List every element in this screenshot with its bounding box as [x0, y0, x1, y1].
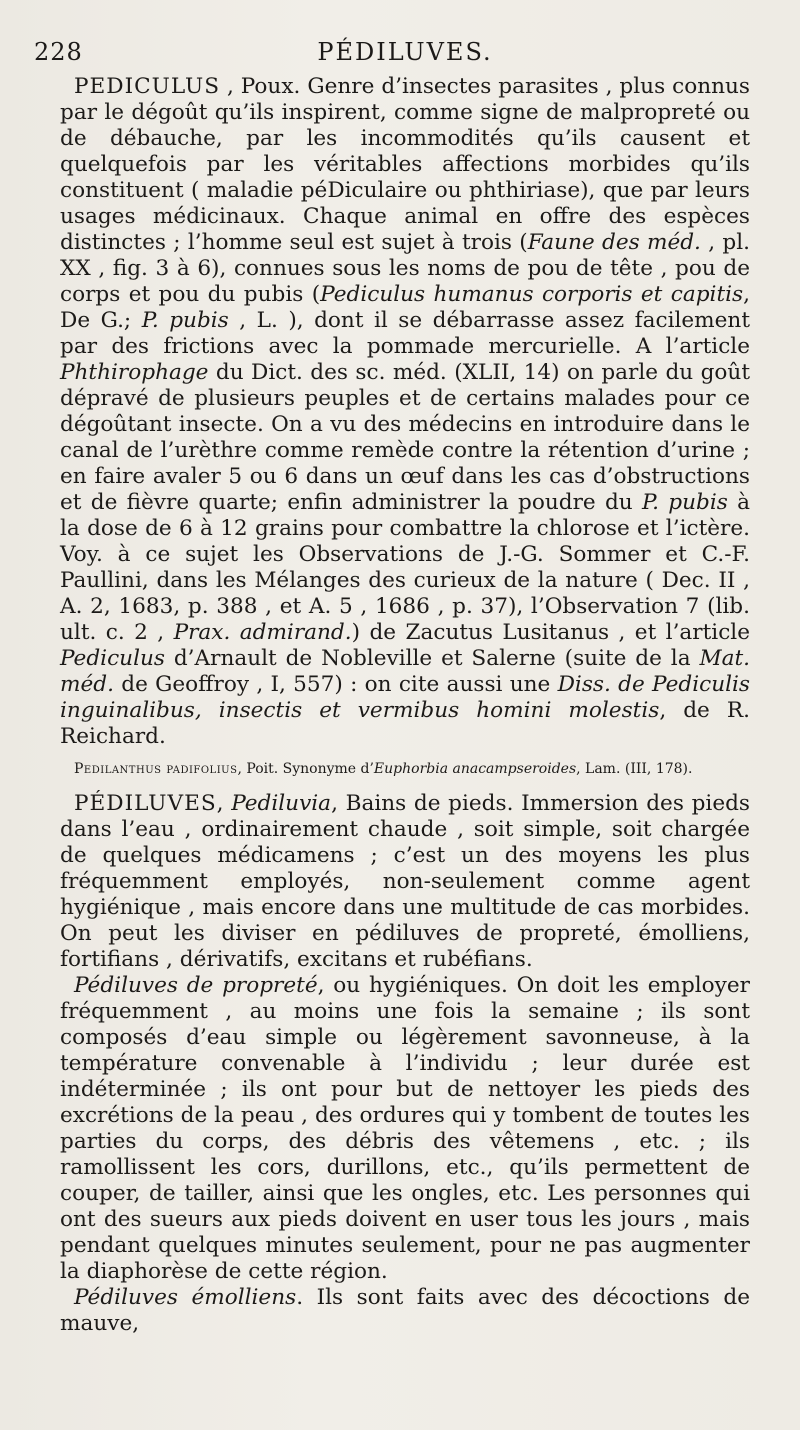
- italic-reference: Prax. admirand.: [173, 620, 352, 645]
- italic-species-name: Euphorbia anacampseroides: [373, 761, 577, 777]
- note-pedilanthus: [60, 758, 750, 781]
- entry-text: de Geoffroy , I, 557) : on cite aussi une: [113, 672, 558, 697]
- entry-term: PÉDILUVES: [74, 791, 217, 816]
- italic-reference: Faune des méd.: [527, 230, 701, 255]
- entry-text: , L. ), dont il se débarrasse assez facilement par des frictions avec la pommade mercurielle. A l’article: [60, 308, 750, 359]
- italic-subheading: Pédiluves de propreté: [74, 973, 318, 998]
- entry-text: ,: [216, 791, 232, 816]
- page-header: [34, 34, 750, 74]
- italic-species-name: P. pubis: [141, 308, 229, 333]
- note-text: , Lam. (III, 178).: [576, 761, 693, 777]
- entry-text: , Poux. Genre d’insectes parasites , plus connus par le dégoût qu’ils inspirent, comme signe de malpropreté ou de débauche, par les incommodités qu’ils causent et quelquefois par les véritables affections morbides qu’ils constituent ( maladie péDiculaire ou phthiriase), que par leurs usages médicinaux. Chaque animal en offre des espèces distinctes ; l’homme seul est sujet à trois (: [60, 74, 750, 255]
- italic-latin-name: Pediluvia: [231, 791, 332, 816]
- paragraph-pediluves-proprete: [60, 973, 750, 1285]
- entry-text: à la dose de 6 à 12 grains pour combattre la chlorose et l’ictère. Voy. à ce sujet les Observations de J.-G. Sommer et C.-F. Paullini, dans les Mélanges des curieux de la nature ( Dec. II , A. 2, 1683, p. 388 , et A. 5 , 1686 , p. 37), l’Observation 7 (lib. ult. c. 2 ,: [60, 490, 751, 645]
- entry-text: , de R. Reichard.: [60, 698, 750, 749]
- italic-reference: Diss. de Pediculis inguinalibus, insectis et vermibus homini molestis: [60, 672, 750, 723]
- italic-reference: Mat. méd.: [60, 646, 750, 697]
- entry-text: , Bains de pieds. Immersion des pieds dans l’eau , ordinairement chaude , soit simple, soit chargée de quelques médicamens ; c’est un des moyens les plus fréquemment employés, non-seulement comme agent hygiénique , mais encore dans une multitude de cas morbides. On peut les diviser en pédiluves de propreté, émolliens, fortifians , dérivatifs, excitans et rubéfians.: [60, 791, 750, 972]
- italic-species-name: P. pubis: [642, 490, 728, 515]
- entry-pediculus: [60, 74, 750, 750]
- entry-term: PEDICULUS: [74, 74, 221, 99]
- paragraph-text: . Ils sont faits avec des décoctions de mauve,: [60, 1285, 750, 1336]
- entry-text: , pl. XX , fig. 3 à 6), connues sous les noms de pou de tête , pou de corps et pou du pubis (: [60, 230, 751, 307]
- entry-text: , De G.;: [60, 282, 750, 333]
- paragraph-text: , ou hygiéniques. On doit les employer fréquemment , au moins une fois la semaine ; ils sont composés d’eau simple ou légèrement savonneuse, à la température convenable à l’individu ; leur durée est indéterminée ; ils ont pour but de nettoyer les pieds des excrétions de la peau , des ordures qui y tombent de toutes les parties du corps, des débris des vêtemens , etc. ; ils ramollissent les cors, durillons, etc., qu’ils permettent de couper, de tailler, ainsi que les ongles, etc. Les personnes qui ont des sueurs aux pieds doivent en user tous les jours , mais pendant quelques minutes seulement, pour ne pas augmenter la diaphorèse de cette région.: [60, 973, 750, 1284]
- running-head: PÉDILUVES.: [317, 38, 493, 66]
- entry-text: d’Arnault de Nobleville et Salerne (suite de la: [164, 646, 700, 671]
- paragraph-pediluves-emolliens: [60, 1285, 750, 1337]
- entry-text: ) de Zacutus Lusitanus , et l’article: [351, 620, 750, 645]
- note-term: Pedilanthus padifolius: [74, 761, 238, 777]
- entry-pediluves: [60, 791, 750, 973]
- italic-species-name: Pediculus humanus corporis et capitis: [320, 282, 744, 307]
- italic-reference: Phthirophage: [60, 360, 209, 385]
- note-text: , Poit. Synonyme d’: [237, 761, 374, 777]
- page-number: 228: [34, 38, 83, 66]
- italic-reference: Pediculus: [60, 646, 165, 671]
- entry-text: du Dict. des sc. méd. (XLII, 14) on parle du goût dépravé de plusieurs peuples et de certains malades pour ce dégoûtant insecte. On a vu des médecins en introduire dans le canal de l’urèthre comme remède contre la rétention d’urine ; en faire avaler 5 ou 6 dans un œuf dans les cas d’obstructions et de fièvre quarte; enfin administrer la poudre du: [60, 360, 750, 515]
- italic-subheading: Pédiluves émolliens: [74, 1285, 297, 1310]
